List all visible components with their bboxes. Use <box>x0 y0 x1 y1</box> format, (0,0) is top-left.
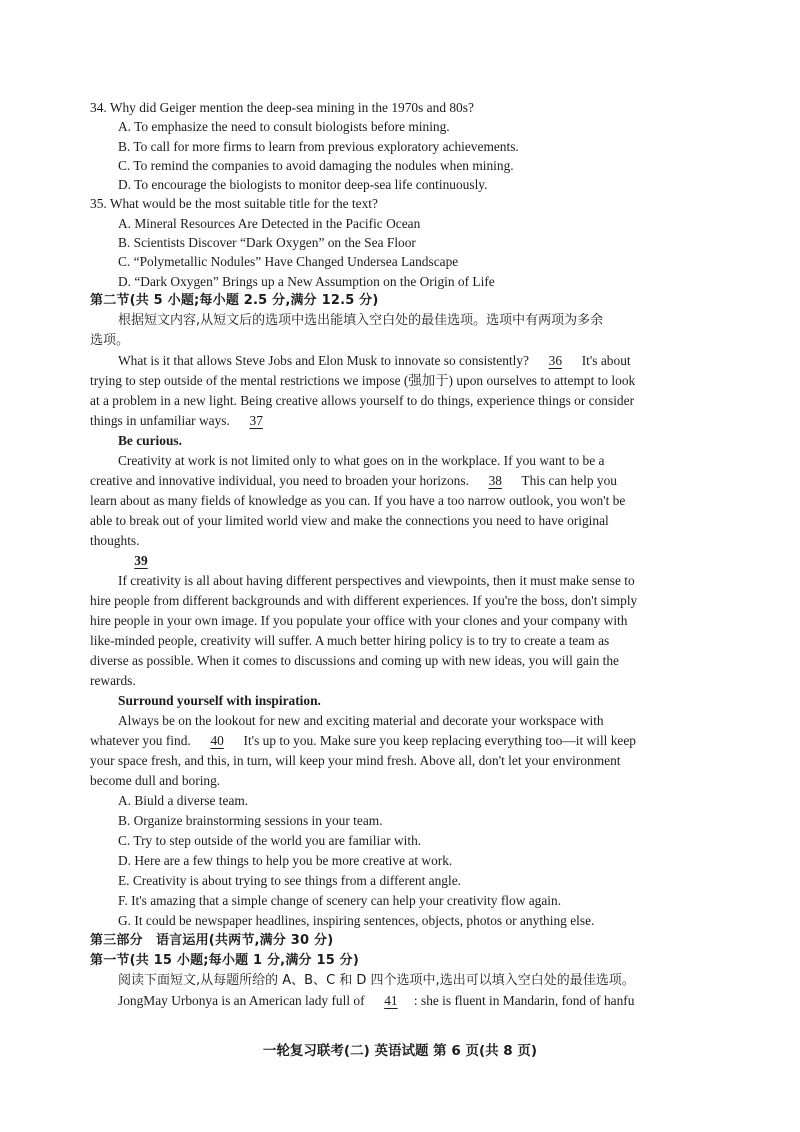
question-35 <box>90 194 710 290</box>
blank-40: 40 <box>210 732 224 748</box>
text-line: If creativity is all about having different perspectives and viewpoints, then it must make sense to <box>118 572 635 588</box>
text: things in unfamiliar ways. <box>90 412 230 428</box>
text: It's about <box>581 352 631 368</box>
text-line: able to break out of your limited world view and make the connections you need to have original <box>90 512 609 528</box>
option-a: A. To emphasize the need to consult biologists before mining. <box>118 119 450 135</box>
section-2 <box>90 291 710 931</box>
instruction-line: 阅读下面短文,从每题所给的 A、B、C 和 D 四个选项中,选出可以填入空白处的最佳选项。 <box>118 972 635 988</box>
option-c: C. To remind the companies to avoid damaging the nodules when mining. <box>118 157 514 173</box>
blank-37: 37 <box>249 412 263 428</box>
text-line: thoughts. <box>90 532 140 548</box>
paragraph-2 <box>90 451 710 551</box>
text-line: trying to step outside of the mental restrictions we impose (强加于) upon ourselves to attempt to look <box>90 372 636 388</box>
text-line: Always be on the lookout for new and exciting material and decorate your workspace with <box>118 712 604 728</box>
option-a: A. Biuld a diverse team. <box>118 792 249 808</box>
part-3 <box>90 931 710 1011</box>
option-e: E. Creativity is about trying to see things from a different angle. <box>118 872 461 888</box>
text-line: learn about as many fields of knowledge as you can. If you have a too narrow outlook, you won't be <box>90 492 626 508</box>
option-c: C. Try to step outside of the world you are familiar with. <box>118 832 422 848</box>
text-line: diverse as possible. When it comes to discussions and coming up with new ideas, you will gain the <box>90 652 619 668</box>
option-b: B. Scientists Discover “Dark Oxygen” on the Sea Floor <box>118 235 416 251</box>
section-heading: 第一节(共 15 小题;每小题 1 分,满分 15 分) <box>90 952 360 968</box>
option-d: D. Here are a few things to help you be more creative at work. <box>118 852 453 868</box>
option-b: B. To call for more firms to learn from previous exploratory achievements. <box>118 138 519 154</box>
option-d: D. To encourage the biologists to monitor deep-sea life continuously. <box>118 177 488 193</box>
option-a: A. Mineral Resources Are Detected in the Pacific Ocean <box>118 215 421 231</box>
text: It's up to you. Make sure you keep replacing everything too—it will keep <box>243 732 637 748</box>
text-line: hire people in your own image. If you populate your office with your clones and your company with <box>90 612 628 628</box>
paragraph-3 <box>90 571 710 691</box>
option-list <box>90 791 710 931</box>
paragraph-4 <box>90 711 710 791</box>
text-line: like-minded people, creativity will suffer. A much better hiring policy is to try to create a team as <box>90 632 610 648</box>
text: whatever you find. <box>90 732 191 748</box>
text: JongMay Urbonya is an American lady full of <box>118 992 365 1008</box>
text: : she is fluent in Mandarin, fond of hanfu <box>413 992 635 1008</box>
text: This can help you <box>521 472 617 488</box>
question-stem: 34. Why did Geiger mention the deep-sea mining in the 1970s and 80s? <box>90 100 474 115</box>
question-stem: 35. What would be the most suitable title for the text? <box>90 196 378 212</box>
option-d: D. “Dark Oxygen” Brings up a New Assumption on the Origin of Life <box>118 273 495 289</box>
option-b: B. Organize brainstorming sessions in your team. <box>118 812 383 828</box>
text: What is it that allows Steve Jobs and Elon Musk to innovate so consistently? <box>118 352 529 368</box>
text: creative and innovative individual, you need to broaden your horizons. <box>90 472 469 488</box>
instruction-line: 根据短文内容,从短文后的选项中选出能填入空白处的最佳选项。选项中有两项为多余 <box>118 312 604 328</box>
page-footer: 一轮复习联考(二) 英语试题 第 6 页(共 8 页) <box>262 1043 538 1059</box>
subheading-be-curious: Be curious. <box>118 432 182 448</box>
blank-41: 41 <box>384 992 398 1008</box>
blank-36: 36 <box>548 352 563 368</box>
part-heading: 第三部分 语言运用(共两节,满分 30 分) <box>90 932 334 948</box>
option-g: G. It could be newspaper headlines, inspiring sentences, objects, photos or anything else. <box>118 912 595 928</box>
blank-39: 39 <box>134 552 148 568</box>
text-line: become dull and boring. <box>90 772 221 788</box>
text-line: hire people from different backgrounds and with different experiences. If you're the boss, don't simply <box>90 592 638 608</box>
text-line: rewards. <box>90 672 136 688</box>
option-c: C. “Polymetallic Nodules” Have Changed Undersea Landscape <box>118 254 459 270</box>
section-heading: 第二节(共 5 小题;每小题 2.5 分,满分 12.5 分) <box>90 292 379 308</box>
text-line: Creativity at work is not limited only to what goes on in the workplace. If you want to be a <box>118 452 605 468</box>
blank-38: 38 <box>488 472 502 488</box>
subheading-surround: Surround yourself with inspiration. <box>118 692 321 708</box>
question-34 <box>90 98 710 194</box>
paragraph-1 <box>90 351 710 431</box>
text-line: your space fresh, and this, in turn, will keep your mind fresh. Above all, don't let your environment <box>90 752 621 768</box>
instruction-line: 选项。 <box>90 332 130 348</box>
text-line: at a problem in a new light. Being creative allows yourself to do things, experience things or consider <box>90 392 635 408</box>
option-f: F. It's amazing that a simple change of scenery can help your creativity flow again. <box>118 892 562 908</box>
